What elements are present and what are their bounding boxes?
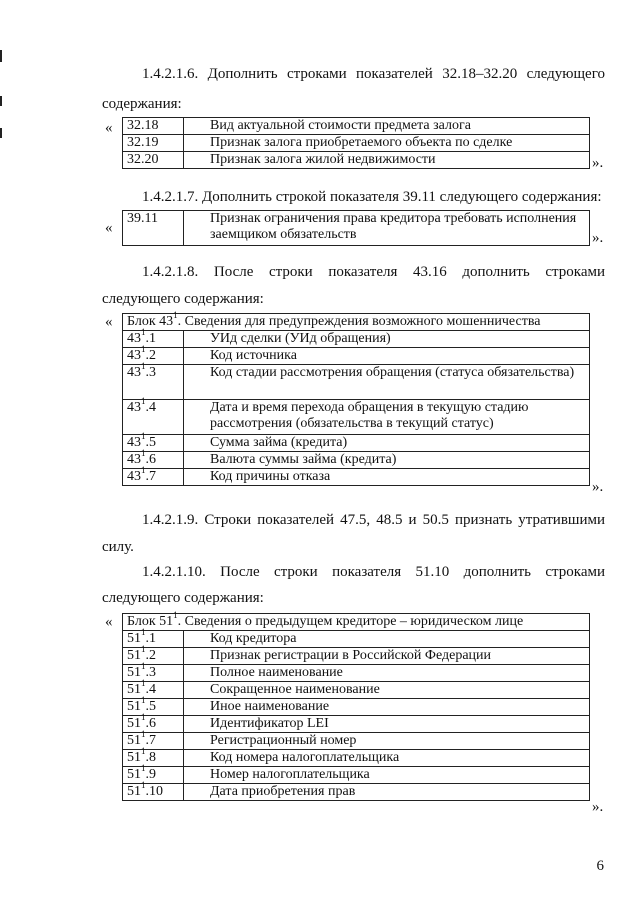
table-row — [123, 631, 590, 648]
close-quote: ». — [592, 230, 604, 246]
code-superscript: 1 — [141, 448, 146, 459]
code-superscript: 1 — [141, 431, 146, 442]
indicator-name: Полное наименование — [184, 665, 590, 682]
indicator-code: 39.11 — [123, 211, 184, 246]
indicator-name: Код номера налогоплательщика — [184, 750, 590, 767]
code-suffix: .5 — [145, 699, 156, 714]
open-quote: « — [105, 120, 113, 136]
code-superscript: 1 — [141, 763, 146, 774]
paragraph-1-10-line2: следующего содержания: — [102, 590, 264, 606]
code-suffix: .2 — [145, 648, 156, 663]
paragraph-1-9-line2: силу. — [102, 539, 134, 555]
indicator-name: Иное наименование — [184, 699, 590, 716]
code-base: 51 — [127, 716, 141, 731]
indicator-code — [123, 627, 184, 648]
code-superscript: 1 — [141, 678, 146, 689]
table-row — [123, 118, 590, 135]
indicator-code: 32.20 — [123, 152, 184, 169]
table-43-1 — [122, 310, 590, 486]
close-quote: ». — [592, 799, 604, 815]
code-superscript: 1 — [141, 627, 146, 638]
indicator-name: Сокращенное наименование — [184, 682, 590, 699]
indicator-name: Сумма займа (кредита) — [184, 435, 590, 452]
indicator-name: Код стадии рассмотрения обращения (статуса обязательства) — [184, 365, 590, 400]
indicator-code — [123, 396, 184, 435]
code-superscript: 1 — [141, 780, 146, 791]
code-superscript: 1 — [141, 644, 146, 655]
code-base: 51 — [127, 733, 141, 748]
block-header — [123, 310, 590, 331]
block-title: . Сведения о предыдущем кредиторе – юридическом лице — [177, 614, 524, 629]
table-row — [123, 716, 590, 733]
indicator-name: Признак залога жилой недвижимости — [184, 152, 590, 169]
margin-mark — [0, 50, 2, 62]
block-prefix: Блок 43 — [127, 314, 174, 329]
indicator-name: Валюта суммы займа (кредита) — [184, 452, 590, 469]
block-prefix: Блок 51 — [127, 614, 174, 629]
code-superscript: 1 — [141, 344, 146, 355]
indicator-name: Признак регистрации в Российской Федерации — [184, 648, 590, 665]
paragraph-1-6-line2: содержания: — [102, 96, 182, 112]
code-superscript: 1 — [141, 695, 146, 706]
indicator-code — [123, 678, 184, 699]
code-base: 51 — [127, 631, 141, 646]
table-row — [123, 152, 590, 169]
code-suffix: .7 — [145, 469, 156, 484]
table-row — [123, 331, 590, 348]
code-base: 51 — [127, 699, 141, 714]
table-row — [123, 452, 590, 469]
code-suffix: .10 — [145, 784, 163, 799]
code-suffix: .4 — [145, 400, 156, 415]
table-row — [123, 211, 590, 246]
indicator-code — [123, 431, 184, 452]
margin-mark — [0, 96, 2, 106]
indicator-name: Код причины отказа — [184, 469, 590, 486]
code-suffix: .8 — [145, 750, 156, 765]
indicator-code — [123, 780, 184, 801]
paragraph-1-10-line1: 1.4.2.1.10. После строки показателя 51.10 дополнить строками — [142, 564, 605, 580]
table-row — [123, 767, 590, 784]
code-suffix: .5 — [145, 435, 156, 450]
close-quote: ». — [592, 479, 604, 495]
block-header — [123, 610, 590, 631]
code-superscript: 1 — [141, 746, 146, 757]
indicator-code — [123, 661, 184, 682]
indicator-code — [123, 644, 184, 665]
code-suffix: .3 — [145, 365, 156, 380]
block-header-row — [123, 614, 590, 631]
indicator-code — [123, 729, 184, 750]
paragraph-1-8-line2: следующего содержания: — [102, 291, 264, 307]
code-base: 51 — [127, 665, 141, 680]
indicator-name: Код источника — [184, 348, 590, 365]
indicator-code — [123, 695, 184, 716]
code-suffix: .2 — [145, 348, 156, 363]
paragraph-1-6-line1: 1.4.2.1.6. Дополнить строками показателей 32.18–32.20 следующего — [142, 66, 605, 82]
paragraph-1-7: 1.4.2.1.7. Дополнить строкой показателя 39.11 следующего содержания: — [142, 189, 602, 205]
indicator-code — [123, 712, 184, 733]
code-base: 51 — [127, 784, 141, 799]
code-base: 43 — [127, 400, 141, 415]
code-superscript: 1 — [141, 729, 146, 740]
paragraph-1-9-line1: 1.4.2.1.9. Строки показателей 47.5, 48.5 и 50.5 признать утратившими — [142, 512, 605, 528]
block-header-row — [123, 314, 590, 331]
code-superscript: 1 — [141, 465, 146, 476]
code-suffix: .7 — [145, 733, 156, 748]
indicator-code — [123, 327, 184, 348]
code-base: 51 — [127, 767, 141, 782]
table-row — [123, 348, 590, 365]
margin-mark — [0, 128, 2, 138]
code-superscript: 1 — [141, 361, 146, 372]
table-row — [123, 733, 590, 750]
code-superscript: 1 — [141, 661, 146, 672]
code-suffix: .6 — [145, 452, 156, 467]
indicator-name: Код кредитора — [184, 631, 590, 648]
code-superscript: 1 — [141, 712, 146, 723]
code-base: 43 — [127, 469, 141, 484]
code-base: 43 — [127, 348, 141, 363]
code-suffix: .3 — [145, 665, 156, 680]
table-row — [123, 750, 590, 767]
indicator-code — [123, 763, 184, 784]
indicator-code — [123, 465, 184, 486]
open-quote: « — [105, 614, 113, 630]
indicator-code — [123, 361, 184, 400]
code-suffix: .1 — [145, 331, 156, 346]
table-row — [123, 665, 590, 682]
table-row — [123, 784, 590, 801]
table-row — [123, 699, 590, 716]
code-base: 51 — [127, 682, 141, 697]
indicator-name: Дата приобретения прав — [184, 784, 590, 801]
table-row — [123, 365, 590, 400]
table-row — [123, 648, 590, 665]
code-suffix: .6 — [145, 716, 156, 731]
indicator-code: 32.18 — [123, 118, 184, 135]
code-base: 43 — [127, 365, 141, 380]
table-row — [123, 135, 590, 152]
indicator-name: Регистрационный номер — [184, 733, 590, 750]
page-number: 6 — [596, 858, 604, 874]
indicator-name: Признак залога приобретаемого объекта по сделке — [184, 135, 590, 152]
open-quote: « — [105, 220, 113, 236]
indicator-code — [123, 746, 184, 767]
indicator-name: Номер налогоплательщика — [184, 767, 590, 784]
code-suffix: .4 — [145, 682, 156, 697]
table-39 — [122, 210, 590, 246]
indicator-name: Идентификатор LEI — [184, 716, 590, 733]
indicator-name: Дата и время перехода обращения в текущую стадию рассмотрения (обязательства в текущий статус) — [184, 400, 590, 435]
indicator-code — [123, 448, 184, 469]
code-base: 43 — [127, 452, 141, 467]
code-base: 43 — [127, 435, 141, 450]
indicator-name: Признак ограничения права кредитора требовать исполнения заемщиком обязательств — [184, 211, 590, 246]
code-suffix: .9 — [145, 767, 156, 782]
paragraph-1-8-line1: 1.4.2.1.8. После строки показателя 43.16 дополнить строками — [142, 264, 605, 280]
code-suffix: .1 — [145, 631, 156, 646]
indicator-name: УИд сделки (УИд обращения) — [184, 331, 590, 348]
code-base: 51 — [127, 750, 141, 765]
code-base: 43 — [127, 331, 141, 346]
indicator-code — [123, 344, 184, 365]
block-superscript: 1 — [173, 610, 178, 621]
table-row — [123, 400, 590, 435]
table-row — [123, 682, 590, 699]
indicator-code: 32.19 — [123, 135, 184, 152]
block-superscript: 1 — [173, 310, 178, 321]
code-base: 51 — [127, 648, 141, 663]
indicator-name: Вид актуальной стоимости предмета залога — [184, 118, 590, 135]
table-row — [123, 435, 590, 452]
table-32 — [122, 117, 590, 169]
code-superscript: 1 — [141, 396, 146, 407]
code-superscript: 1 — [141, 327, 146, 338]
table-row — [123, 469, 590, 486]
table-51-1 — [122, 610, 590, 801]
open-quote: « — [105, 314, 113, 330]
block-title: . Сведения для предупреждения возможного мошенничества — [177, 314, 541, 329]
close-quote: ». — [592, 155, 604, 171]
